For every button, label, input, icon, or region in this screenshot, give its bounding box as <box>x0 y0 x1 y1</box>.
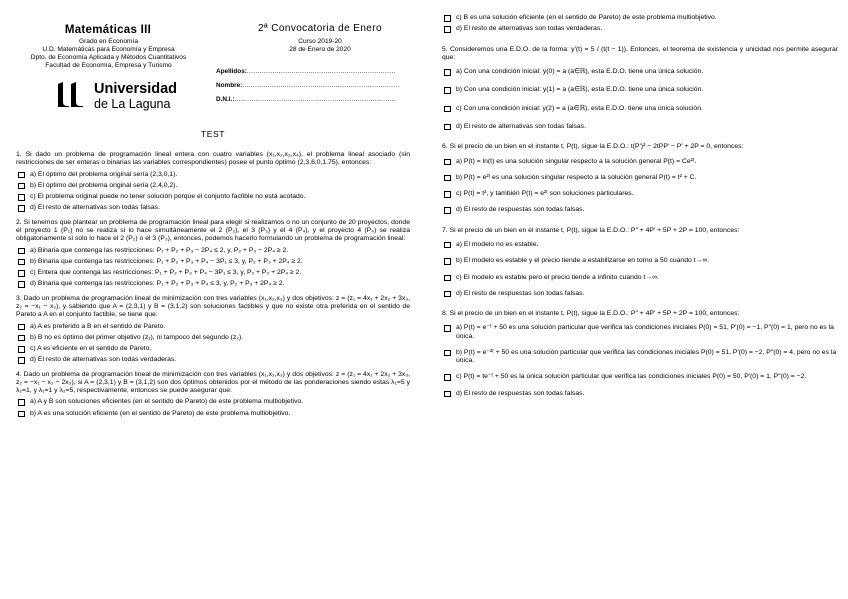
checkbox-icon[interactable] <box>18 335 25 342</box>
question-number: 6. <box>442 143 448 151</box>
convocatoria-title: 2ª Convocatoria de Enero <box>258 23 382 34</box>
option-text: b) P(t) = e²ᵗ es una solución singular respecto a la solución general P(t) = t² + C. <box>456 173 697 181</box>
option-text: a) El modelo no es estable. <box>456 240 539 248</box>
university-name-line2: de La Laguna <box>94 97 171 111</box>
option-b[interactable] <box>16 258 410 266</box>
question-8 <box>442 310 838 398</box>
question-4 <box>16 371 410 418</box>
unit-line: U.D. Matemáticas para Economía y Empresa <box>42 46 175 54</box>
option-text: c) Entera que contenga las restricciones: P₁ + P₂ + P₃ + P₄ − 3P₁ ≤ 3, y, P₂ + P₃ + 2P₄ ≥ 2. <box>30 269 302 277</box>
question-6 <box>442 143 838 214</box>
question-statement: Si el precio de un bien en el instante t, P(t), sigue la E.D.O.: P″ + 4P′ + 5P + 2P = 100, entonces: <box>449 226 740 234</box>
checkbox-icon[interactable] <box>444 391 451 398</box>
option-d[interactable] <box>16 204 410 212</box>
checkbox-icon[interactable] <box>18 248 25 255</box>
option-text: a) P(t) = e⁻ᵗ + 50 es una solución particular que verifica las condiciones iniciales P(0) = 51, P′(0) = −1, P″(0) = 1, pero no es la única. <box>456 324 834 340</box>
option-d[interactable] <box>16 280 410 288</box>
subject-title: Matemáticas III <box>64 24 152 36</box>
option-text: a) Con una condición inicial: y(0) = a (a∈ℝ), esta E.D.O. tiene una única solución. <box>456 68 704 76</box>
checkbox-icon[interactable] <box>444 26 451 33</box>
test-title: TEST <box>200 129 226 139</box>
checkbox-icon[interactable] <box>444 15 451 22</box>
option-c[interactable] <box>442 274 838 282</box>
option-text: c) B es una solución eficiente (en el sentido de Pareto) de este problema multiobjetivo. <box>456 14 717 21</box>
option-text: d) El resto de alternativas son todas falsas. <box>456 122 586 130</box>
question-number: 7. <box>442 226 448 234</box>
checkbox-icon[interactable] <box>444 106 451 113</box>
question-number: 5. <box>442 45 448 53</box>
option-a[interactable] <box>442 324 838 341</box>
option-b[interactable] <box>442 174 838 182</box>
checkbox-icon[interactable] <box>444 191 451 198</box>
checkbox-icon[interactable] <box>444 207 451 214</box>
option-c[interactable] <box>442 373 838 381</box>
name-field[interactable] <box>216 82 400 90</box>
option-text: b) B no es óptimo del primer objetivo (z₁), ni tampoco del segundo (z₂). <box>30 333 244 341</box>
question-statement: Si dado un problema de programación lineal entera con cuatro variables (x₁,x₂,x₃,x₄), el problema lineal asociado (sin restricciones de ser enteras o binarias las variables correspondientes) posee el punto óptimo (2,3,6,0,1.75), entonces: <box>16 151 411 167</box>
option-text: b) Con una condición inicial: y(1) = a (a∈ℝ), esta E.D.O. tiene una única solución. <box>456 86 704 94</box>
option-b[interactable] <box>16 182 410 190</box>
question-statement: Si el precio de un bien en el instante t, P(t), sigue la E.D.O.: t(P′)² − 2tPP′ − P′ + 2P = 0, entonces: <box>449 143 744 151</box>
question-statement: Dado un problema de programación lineal de minimización con tres variables (x₁,x₂,x₃) y dos objetivos: z = (z₁ = 4x₁ + 2x₂ + 3x₃, z₂ = −x₁ − x₂ − 2x₃), si A = (2,3,1) y B = (3,1,2) son dos óptimos obtenidos por el método de las ponderaciones siendo estas λ₁=5 y λ₂=1, y λ₁=1 y λ₂=5, respectivamente, entonces se puede asegurar que: <box>16 370 410 395</box>
checkbox-icon[interactable] <box>18 194 25 201</box>
checkbox-icon[interactable] <box>18 324 25 331</box>
dni-label: D.N.I.: <box>216 96 235 103</box>
option-b[interactable] <box>442 86 838 94</box>
checkbox-icon[interactable] <box>18 399 25 406</box>
question-5 <box>442 46 838 132</box>
surname-label: Apellidos: <box>216 68 247 75</box>
option-c[interactable] <box>442 105 838 113</box>
option-b[interactable] <box>16 334 410 342</box>
option-b[interactable] <box>16 410 410 418</box>
checkbox-icon[interactable] <box>444 350 451 357</box>
option-text: a) Binaria que contenga las restricciones: P₁ + P₂ + P₃ − 2P₄ ≤ 2, y, P₂ + P₃ − 2P₄ ≥ 2. <box>30 246 289 254</box>
option-c[interactable] <box>16 345 410 353</box>
option-text: c) El modelo es estable pero el precio tiende a infinito cuando t→∞. <box>456 273 659 281</box>
checkbox-icon[interactable] <box>18 357 25 364</box>
university-name-line1: Universidad <box>94 81 177 97</box>
question-number: 8. <box>442 310 448 318</box>
checkbox-icon[interactable] <box>18 270 25 277</box>
option-a[interactable] <box>16 247 410 255</box>
option-d[interactable] <box>442 390 838 398</box>
option-text: b) El óptimo del problema original sería (2,4,0,2). <box>30 181 178 189</box>
option-text: d) El resto de respuestas son todas falsas. <box>456 389 585 397</box>
option-a[interactable] <box>442 241 838 249</box>
option-text: a) El óptimo del problema original sería (2,3,0,1). <box>30 170 178 178</box>
option-text: d) El resto de alternativas son todas verdaderas. <box>30 356 177 364</box>
question-text <box>16 151 410 168</box>
question-text <box>442 310 838 318</box>
question-number: 3. <box>16 294 22 302</box>
option-text: a) A es preferido a B en el sentido de Pareto. <box>30 322 166 330</box>
department-info <box>16 38 201 70</box>
option-text: a) P(t) = ln(t) es una solución singular respecto a la solución general P(t) = Ce²ᵗ. <box>456 157 697 165</box>
option-text: d) Binaria que contenga las restricciones: P₁ + P₂ + P₃ + P₄ ≤ 3, y, P₂ + P₃ + 2P₄ ≥ 2. <box>30 280 285 288</box>
question-text <box>16 295 410 320</box>
question-statement: Consideremos una E.D.O. de la forma: y′(t) = 5 / (t(t − 1)). Entonces, el teorema de existencia y unicidad nos permite asegurar que: <box>442 45 838 61</box>
department-line: Dpto. de Economía Aplicada y Métodos Cuantitativos <box>30 54 187 62</box>
option-a[interactable] <box>16 398 410 406</box>
question-text <box>442 227 838 235</box>
checkbox-icon[interactable] <box>18 411 25 418</box>
checkbox-icon[interactable] <box>18 183 25 190</box>
question-2 <box>16 219 410 289</box>
question-number: 4. <box>16 370 22 378</box>
question-text <box>16 371 410 396</box>
question-1 <box>16 151 410 213</box>
question-3 <box>16 295 410 365</box>
option-text: d) El resto de alternativas son todas falsas. <box>30 204 160 212</box>
checkbox-icon[interactable] <box>18 259 25 266</box>
option-c[interactable] <box>16 269 410 277</box>
name-label: Nombre: <box>216 82 243 89</box>
option-text: d) El resto de alternativas son todas verdaderas. <box>456 25 603 33</box>
course-info <box>220 38 420 54</box>
question-statement: Si tenemos que plantear un problema de programación lineal para elegir si realizamos o no un conjunto de 20 proyectos, donde el proyecto 1 (P₁) no se realiza si lo hace simultáneamente el 2 (P₂), el 3 (P₃) y el 4 (P₄), y el proyecto 4 (P₄) se realiza obligatoriamente si solo lo hace el 2 (P₂) o el 3 (P₃), entonces, podemos hacerlo formulando un problema de programación lineal: <box>16 218 410 243</box>
left-column <box>16 0 410 418</box>
question-4-continuation <box>442 14 838 34</box>
question-text <box>16 219 410 244</box>
checkbox-icon[interactable] <box>444 291 451 298</box>
question-text <box>442 46 838 63</box>
course-year: Curso 2019-20 <box>298 38 342 45</box>
checkbox-icon[interactable] <box>18 205 25 212</box>
question-statement: Si el precio de un bien en el instante t, P(t), sigue la E.D.O.: P″ + 4P′ + 5P + 2P = 100, entonces: <box>449 310 740 318</box>
checkbox-icon[interactable] <box>444 242 451 249</box>
surname-dots: ...................................................................... <box>246 68 396 75</box>
checkbox-icon[interactable] <box>444 124 451 131</box>
checkbox-icon[interactable] <box>444 258 451 265</box>
checkbox-icon[interactable] <box>18 172 25 179</box>
option-a[interactable] <box>442 68 838 76</box>
checkbox-icon[interactable] <box>444 325 451 332</box>
option-text: b) P(t) = e⁻²ᵗ + 50 es una solución particular que verifica las condiciones iniciales P(0) = 51, P′(0) = −2, P″(0) = 4, pero no es la única. <box>456 348 837 365</box>
checkbox-icon[interactable] <box>444 159 451 166</box>
option-text: b) Binaria que contenga las restricciones: P₁ + P₂ + P₃ + P₄ − 3P₁ ≤ 3, y, P₂ + P₃ + 2P₄ ≥ 2. <box>30 257 303 265</box>
option-d[interactable] <box>442 290 838 298</box>
checkbox-icon[interactable] <box>18 281 25 288</box>
option-c[interactable] <box>16 193 410 201</box>
exam-date: 28 de Enero de 2020 <box>289 46 351 54</box>
ull-logo-icon <box>56 82 84 107</box>
dni-field[interactable] <box>216 96 396 104</box>
option-d[interactable] <box>442 123 838 131</box>
question-number: 2. <box>16 218 22 226</box>
option-b[interactable] <box>442 349 838 366</box>
question-text <box>442 143 838 151</box>
option-text: b) El modelo es estable y el precio tiende a estabilizarse en torno a 50 cuando t→∞. <box>456 257 710 265</box>
right-column <box>442 14 838 398</box>
option-d[interactable] <box>442 206 838 214</box>
checkbox-icon[interactable] <box>444 87 451 94</box>
degree-line: Grado en Economía <box>78 38 138 45</box>
option-d[interactable] <box>16 356 410 364</box>
option-text: c) Con una condición inicial: y(2) = a (a∈ℝ), esta E.D.O. tiene una única solución. <box>456 104 703 112</box>
option-c[interactable] <box>442 14 838 22</box>
option-text: a) A y B son soluciones eficientes (en el sentido de Pareto) de este problema multiobjetivo. <box>30 398 304 406</box>
option-c[interactable] <box>442 190 838 198</box>
question-7 <box>442 227 838 298</box>
option-text: c) El problema original puede no tener solución porque el conjunto factible no está acotado. <box>30 193 306 201</box>
name-dots: .......................................................................... <box>242 82 400 89</box>
option-d[interactable] <box>442 25 838 33</box>
question-number: 1. <box>16 151 22 158</box>
surname-field[interactable] <box>216 68 396 76</box>
option-text: c) P(t) = t², y también P(t) = e²ᵗ son soluciones particulares. <box>456 190 634 198</box>
checkbox-icon[interactable] <box>444 374 451 381</box>
faculty-line: Facultad de Economía, Empresa y Turismo <box>45 62 172 70</box>
exam-header <box>16 0 410 139</box>
option-text: d) El resto de respuestas son todas falsas. <box>456 206 585 214</box>
dni-dots: ............................................................................ <box>234 96 397 103</box>
option-a[interactable] <box>16 171 410 179</box>
option-text: d) El resto de respuestas son todas falsas. <box>456 289 585 297</box>
checkbox-icon[interactable] <box>444 275 451 282</box>
checkbox-icon[interactable] <box>18 346 25 353</box>
question-statement: Dado un problema de programación lineal de minimización con tres variables (x₁,x₂,x₃) y dos objetivos: z = (z₁ = 4x₁ + 2x₂ + 3x₃, z₂ = −x₁ − x₂), y sabiendo que A = (2,3,1) y B = (3,1,2) son soluciones factibles y que no existe otra preferida en el sentido de Pareto a A en el conjunto factible, se tiene que: <box>16 294 410 319</box>
option-text: c) A es eficiente en el sentido de Pareto. <box>30 345 152 353</box>
option-text: b) A es una solución eficiente (en el sentido de Pareto) de este problema multiobjetivo. <box>30 409 291 417</box>
option-b[interactable] <box>442 257 838 265</box>
checkbox-icon[interactable] <box>444 175 451 182</box>
option-a[interactable] <box>16 323 410 331</box>
option-text: c) P(t) = te⁻ᵗ + 50 es la única solución particular que verifica las condiciones iniciales P(0) = 50, P′(0) = 1, P″(0) = −2. <box>456 373 807 381</box>
option-a[interactable] <box>442 158 838 166</box>
checkbox-icon[interactable] <box>444 69 451 76</box>
